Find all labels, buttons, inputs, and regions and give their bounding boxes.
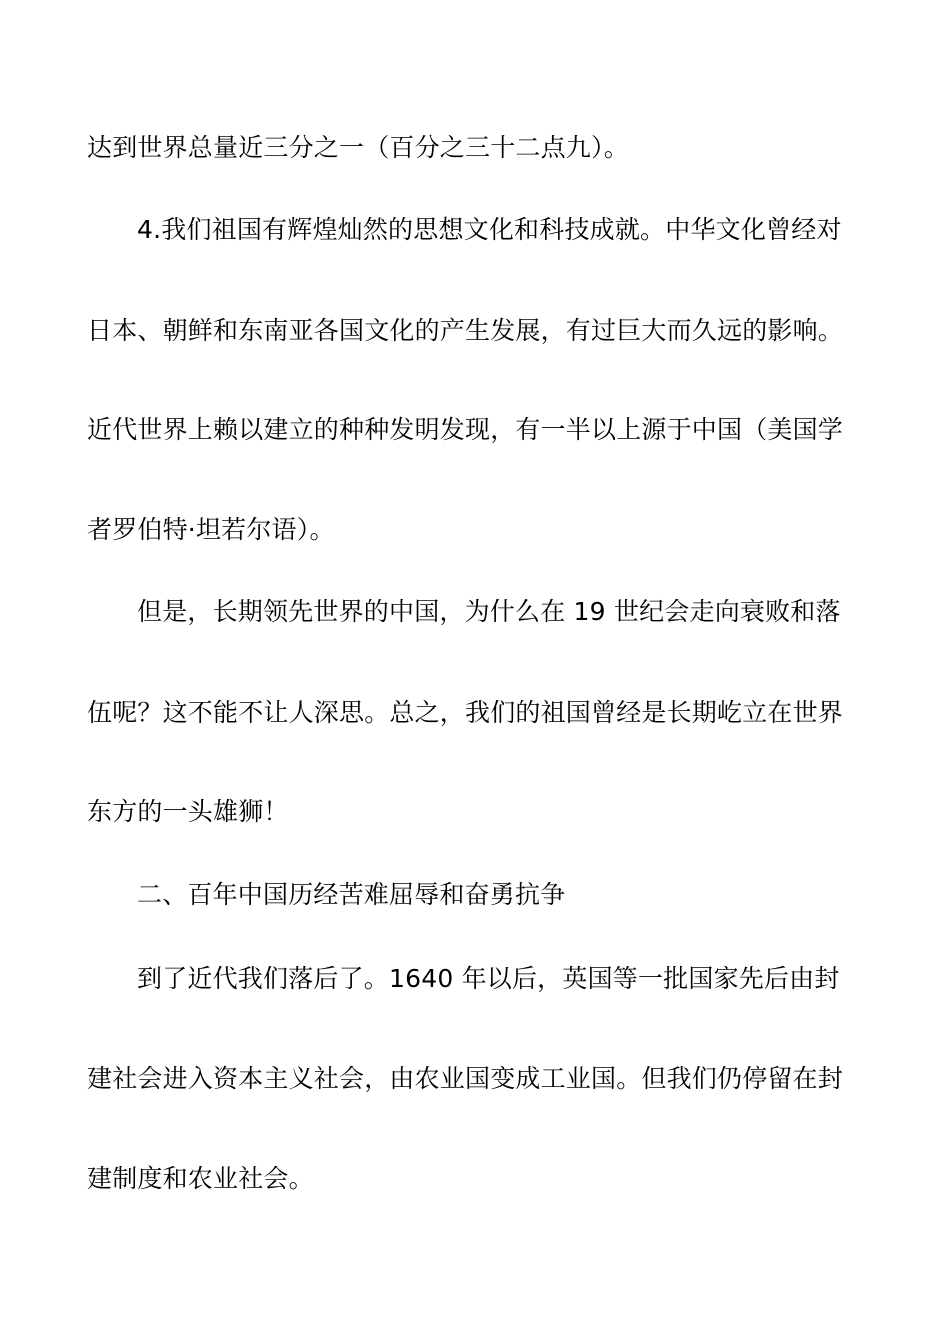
paragraph-line: 日本、朝鲜和东南亚各国文化的产生发展，有过巨大而久远的影响。: [87, 316, 844, 345]
paragraph-line: 建社会进入资本主义社会，由农业国变成工业国。但我们仍停留在封: [87, 1064, 844, 1093]
paragraph-line: 但是，长期领先世界的中国，为什么在 19 世纪会走向衰败和落: [137, 597, 841, 626]
paragraph-line: 者罗伯特·坦若尔语）。: [87, 515, 335, 544]
paragraph-line: 达到世界总量近三分之一（百分之三十二点九）。: [87, 133, 629, 162]
paragraph-line: 东方的一头雄狮！: [87, 797, 289, 826]
paragraph-line: 近代世界上赖以建立的种种发明发现，有一半以上源于中国（美国学: [87, 415, 844, 444]
section-heading: 二、百年中国历经苦难屈辱和奋勇抗争: [137, 880, 566, 909]
paragraph-line: 到了近代我们落后了。1640 年以后，英国等一批国家先后由封: [137, 964, 840, 993]
paragraph-line: 4.我们祖国有辉煌灿然的思想文化和科技成就。中华文化曾经对: [137, 215, 842, 244]
paragraph-line: 伍呢？这不能不让人深思。总之，我们的祖国曾经是长期屹立在世界: [87, 698, 844, 727]
paragraph-line: 建制度和农业社会。: [87, 1164, 314, 1193]
